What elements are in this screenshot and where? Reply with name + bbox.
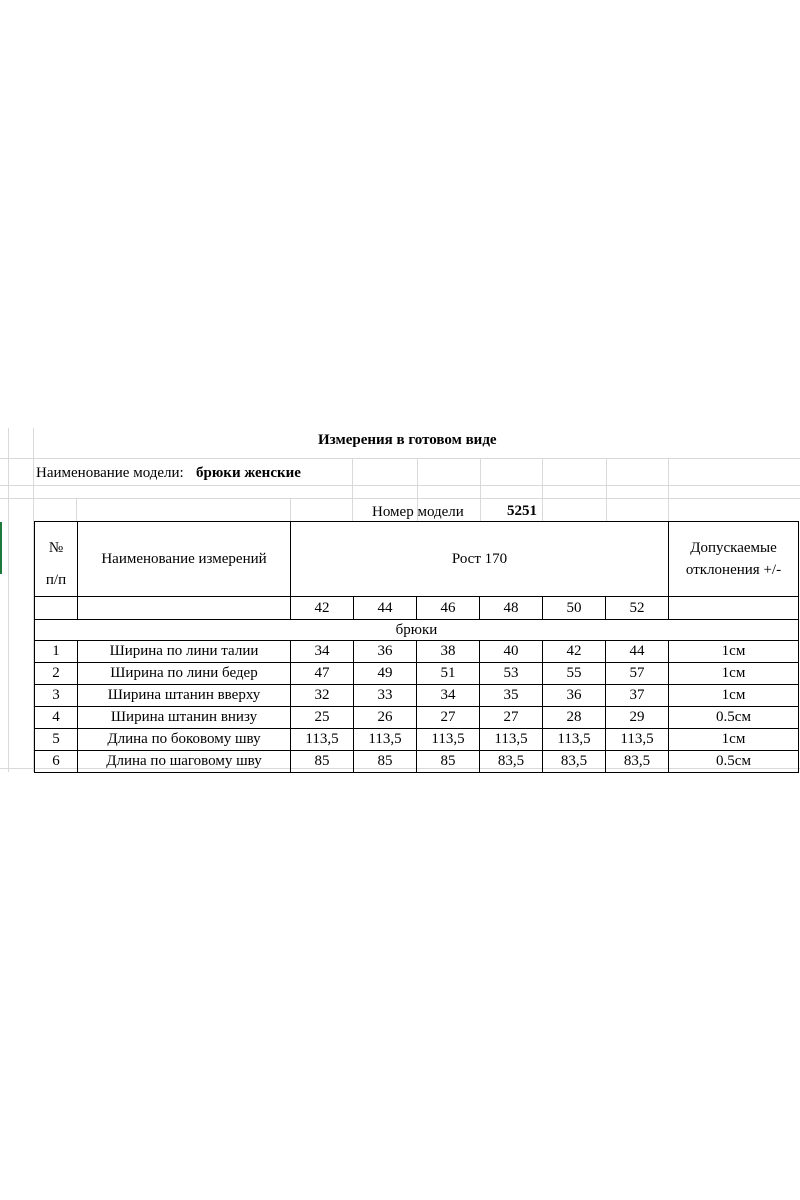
row-value: 35: [480, 685, 543, 707]
model-number-label: Номер модели: [372, 504, 464, 520]
row-value: 29: [606, 707, 669, 729]
row-value: 33: [354, 685, 417, 707]
gridline: [0, 485, 800, 486]
size-cell: 44: [354, 597, 417, 620]
row-tolerance: 1см: [669, 641, 799, 663]
selection-marker: [0, 522, 2, 574]
row-value: 36: [543, 685, 606, 707]
gridline: [352, 458, 353, 522]
row-value: 44: [606, 641, 669, 663]
gridline: [76, 498, 77, 522]
row-value: 113,5: [354, 729, 417, 751]
model-name-label: Наименование модели:: [36, 465, 184, 481]
tolerance-header: Допускаемые отклонения +/-: [669, 522, 799, 597]
row-number: 2: [35, 663, 78, 685]
size-row: [35, 597, 799, 620]
row-value: 53: [480, 663, 543, 685]
size-cell: 46: [417, 597, 480, 620]
row-value: 28: [543, 707, 606, 729]
row-measurement-name: Ширина по лини бедер: [78, 663, 291, 685]
row-value: 49: [354, 663, 417, 685]
row-number: 5: [35, 729, 78, 751]
gridline: [0, 498, 800, 499]
row-value: 36: [354, 641, 417, 663]
size-cell: 48: [480, 597, 543, 620]
row-value: 85: [417, 751, 480, 773]
spreadsheet-area: [0, 428, 800, 772]
table-row: [35, 663, 799, 685]
gridline: [8, 428, 9, 772]
size-row-empty: [35, 597, 78, 620]
size-row-empty: [78, 597, 291, 620]
height-header: Рост 170: [291, 522, 669, 597]
row-value: 25: [291, 707, 354, 729]
gridline: [480, 458, 481, 522]
row-measurement-name: Ширина штанин внизу: [78, 707, 291, 729]
row-value: 85: [291, 751, 354, 773]
row-value: 34: [291, 641, 354, 663]
table-row: [35, 641, 799, 663]
name-header: Наименование измерений: [78, 522, 291, 597]
row-measurement-name: Ширина по лини талии: [78, 641, 291, 663]
size-cell: 50: [543, 597, 606, 620]
row-tolerance: 1см: [669, 663, 799, 685]
gridline: [668, 458, 669, 522]
row-value: 113,5: [606, 729, 669, 751]
row-value: 85: [354, 751, 417, 773]
row-value: 55: [543, 663, 606, 685]
table-body: [35, 641, 799, 773]
header-row: [35, 522, 799, 597]
group-label: брюки: [35, 620, 799, 641]
table-row: [35, 685, 799, 707]
gridline: [606, 458, 607, 522]
row-value: 47: [291, 663, 354, 685]
row-value: 38: [417, 641, 480, 663]
row-number: 3: [35, 685, 78, 707]
row-value: 42: [543, 641, 606, 663]
group-row: [35, 620, 799, 641]
table-row: [35, 751, 799, 773]
row-value: 83,5: [543, 751, 606, 773]
model-name-value: брюки женские: [196, 465, 301, 481]
row-value: 40: [480, 641, 543, 663]
row-measurement-name: Длина по шаговому шву: [78, 751, 291, 773]
num-header-top: №: [48, 540, 64, 556]
row-value: 113,5: [543, 729, 606, 751]
row-value: 27: [417, 707, 480, 729]
row-value: 83,5: [480, 751, 543, 773]
measurements-table: [34, 521, 799, 773]
sheet-title: Измерения в готовом виде: [318, 432, 497, 448]
row-value: 113,5: [291, 729, 354, 751]
table-row: [35, 729, 799, 751]
row-value: 113,5: [417, 729, 480, 751]
row-number: 1: [35, 641, 78, 663]
size-cell: 42: [291, 597, 354, 620]
gridline: [290, 498, 291, 522]
row-value: 34: [417, 685, 480, 707]
row-value: 32: [291, 685, 354, 707]
row-number: 6: [35, 751, 78, 773]
row-value: 83,5: [606, 751, 669, 773]
row-tolerance: 0.5см: [669, 751, 799, 773]
row-number: 4: [35, 707, 78, 729]
row-tolerance: 1см: [669, 729, 799, 751]
num-header: [35, 522, 78, 597]
size-row-empty: [669, 597, 799, 620]
num-header-bottom: п/п: [45, 572, 67, 588]
row-tolerance: 0.5см: [669, 707, 799, 729]
row-measurement-name: Ширина штанин вверху: [78, 685, 291, 707]
gridline: [0, 458, 800, 459]
row-value: 26: [354, 707, 417, 729]
row-tolerance: 1см: [669, 685, 799, 707]
row-measurement-name: Длина по боковому шву: [78, 729, 291, 751]
size-cell: 52: [606, 597, 669, 620]
row-value: 37: [606, 685, 669, 707]
table-row: [35, 707, 799, 729]
row-value: 113,5: [480, 729, 543, 751]
model-number-value: 5251: [507, 503, 537, 519]
row-value: 57: [606, 663, 669, 685]
gridline: [542, 458, 543, 522]
row-value: 27: [480, 707, 543, 729]
row-value: 51: [417, 663, 480, 685]
